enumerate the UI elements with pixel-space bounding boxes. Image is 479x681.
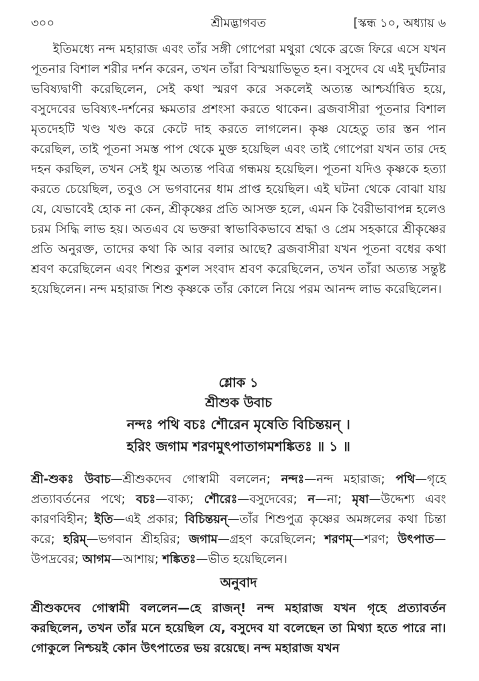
synonym-term: শ্রী-শুকঃ উবাচ [31,472,111,486]
synonym-meaning: —বসুদেবের; [237,492,308,506]
synonym-term: শরণম্ [324,532,353,546]
synonym-meaning: —ভগবান শ্রীহরির; [86,532,189,546]
verse-line-1: নন্দঃ পথি বচঃ শৌরেন মৃষেতি বিচিন্তয়ন্ । [126,417,351,433]
verse-line-2: হরিং জগাম শরণমুৎপাতাগমশঙ্কিতঃ ॥ ১ ॥ [126,439,351,455]
synonym-term: ন [307,492,315,506]
page-number: ৩০০ [31,16,55,30]
synonym-meaning: —আশায়; [110,552,163,566]
synonym-meaning: —উদ্দেশ্য এবং কারণবিহীন; [31,492,446,526]
synonym-meaning: —নন্দ মহারাজ; [304,472,396,486]
synonym-meaning: —বাক্য; [155,492,205,506]
verse-speaker: শ্রীশুক উবাচ [205,396,272,411]
purport-paragraph: ইতিমধ্যে নন্দ মহারাজ এবং তাঁর সঙ্গী গোপেরা মথুরা থেকে ব্রজে ফিরে এসে যখন পূতনার বিশাল শরীর দর্শন করেন, তখন তাঁরা বিস্ময়াভিভূত হন। বসুদেব যে এই দুর্ঘটনার ভবিষ্যদ্বাণী করেছিলেন, সেই কথা স্মরণ করে সকলেই অত্যন্ত আশ্চর্যান্বিত হয়ে, বসুদেবের ভবিষ্যৎ-দর্শনের ক্ষমতার প্রশংসা করতে থাকেন। ব্রজবাসীরা পূতনার বিশাল মৃতদেহটি খণ্ড খণ্ড করে কেটে দাহ করতে লাগলেন। কৃষ্ণ যেহেতু তার স্তন পান করেছিল, তাই পূতনা সমস্ত পাপ থেকে মুক্ত হয়েছিল এবং তাই গোপেরা যখন তার দেহ দহন করছিল, তখন সেই ধূম অত্যন্ত পবিত্র গন্ধময় হয়েছিল। পূতনা যদিও কৃষ্ণকে হত্যা করতে চেয়েছিল, তবুও সে ভগবানের ধাম প্রাপ্ত হয়েছিল। এই ঘটনা থেকে বোঝা যায় যে, যেভাবেই হোক না কেন, শ্রীকৃষ্ণের প্রতি আসক্ত হলে, এমন কি বৈরীভাবাপন্ন হলেও চরম সিদ্ধি লাভ হয়। অতএব যে ভক্তরা স্বাভাবিকভাবে শ্রদ্ধা ও প্রেম সহকারে শ্রীকৃষ্ণের প্রতি অনুরক্ত, তাদের কথা কি আর বলার আছে? ব্রজবাসীরা যখন পূতনা বধের কথা শ্রবণ করেছিলেন এবং শিশুর কুশল সংবাদ শ্রবণ করেছিলেন, তখন তাঁরা অত্যন্ত সন্তুষ্ট হয়েছিলেন। নন্দ মহারাজ শিশু কৃষ্ণকে তাঁর কোলে নিয়ে পরম আনন্দ লাভ করেছিলেন। [31,42,446,296]
synonym-meaning: —উপদ্রবের; [31,532,446,566]
book-title: শ্রীমদ্ভাগবত [210,16,266,30]
synonym-meaning: —এই প্রকার; [113,512,185,526]
verse-label: শ্লোক ১ [218,376,259,391]
synonym-term: জগাম [188,532,218,546]
synonym-meaning: —গ্রহণ করেছিলেন; [217,532,325,546]
translation-text: শ্রীশুকদেব গোস্বামী বললেন—হে রাজন্! নন্দ মহারাজ যখন গৃহে প্রত্যাবর্তন করছিলেন, তখন তাঁর মনে হয়েছিল যে, বসুদেব যা বলেছেন তা মিথ্যা হতে পারে না। গোকুলে নিশ্চয়ই কোন উৎপাতের ভয় রয়েছে। নন্দ মহারাজ যখন [31,601,446,655]
synonym-term: মৃষা [352,492,369,506]
purport-text [31,39,446,299]
section-reference: [স্কন্ধ ১০, অধ্যায় ৬ [353,16,446,30]
verse-block [31,374,446,458]
synonym-term: বচঃ [135,492,156,506]
synonym-term: আগম [82,552,111,566]
synonym-meaning: —শ্রীশুকদেব গোস্বামী বললেন; [110,472,282,486]
synonym-meaning: —না; [314,492,353,506]
word-for-word-synonyms [31,469,446,569]
synonym-term: বিচিন্তয়ন্ [184,512,228,526]
synonym-term: শৌরেঃ [204,492,238,506]
synonym-term: উৎপাত [397,532,434,546]
synonym-term: শঙ্কিতঃ [162,552,196,566]
synonym-meaning: —ভীত হয়েছিলেন। [195,552,288,566]
page-header [31,13,446,33]
synonym-term: ইতি [94,512,114,526]
synonym-term: নন্দঃ [281,472,305,486]
synonym-term: হরিম্ [63,532,87,546]
translation-heading: অনুবাদ [220,576,257,591]
synonym-meaning: —শরণ; [352,532,398,546]
synonym-meaning: —গৃহে প্রত্যাবর্তনের পথে; [31,472,447,506]
synonym-meaning: —তাঁর শিশুপুত্র কৃষ্ণের অমঙ্গলের কথা চিন্তা করে; [31,512,446,546]
synonym-term: পথি [395,472,416,486]
